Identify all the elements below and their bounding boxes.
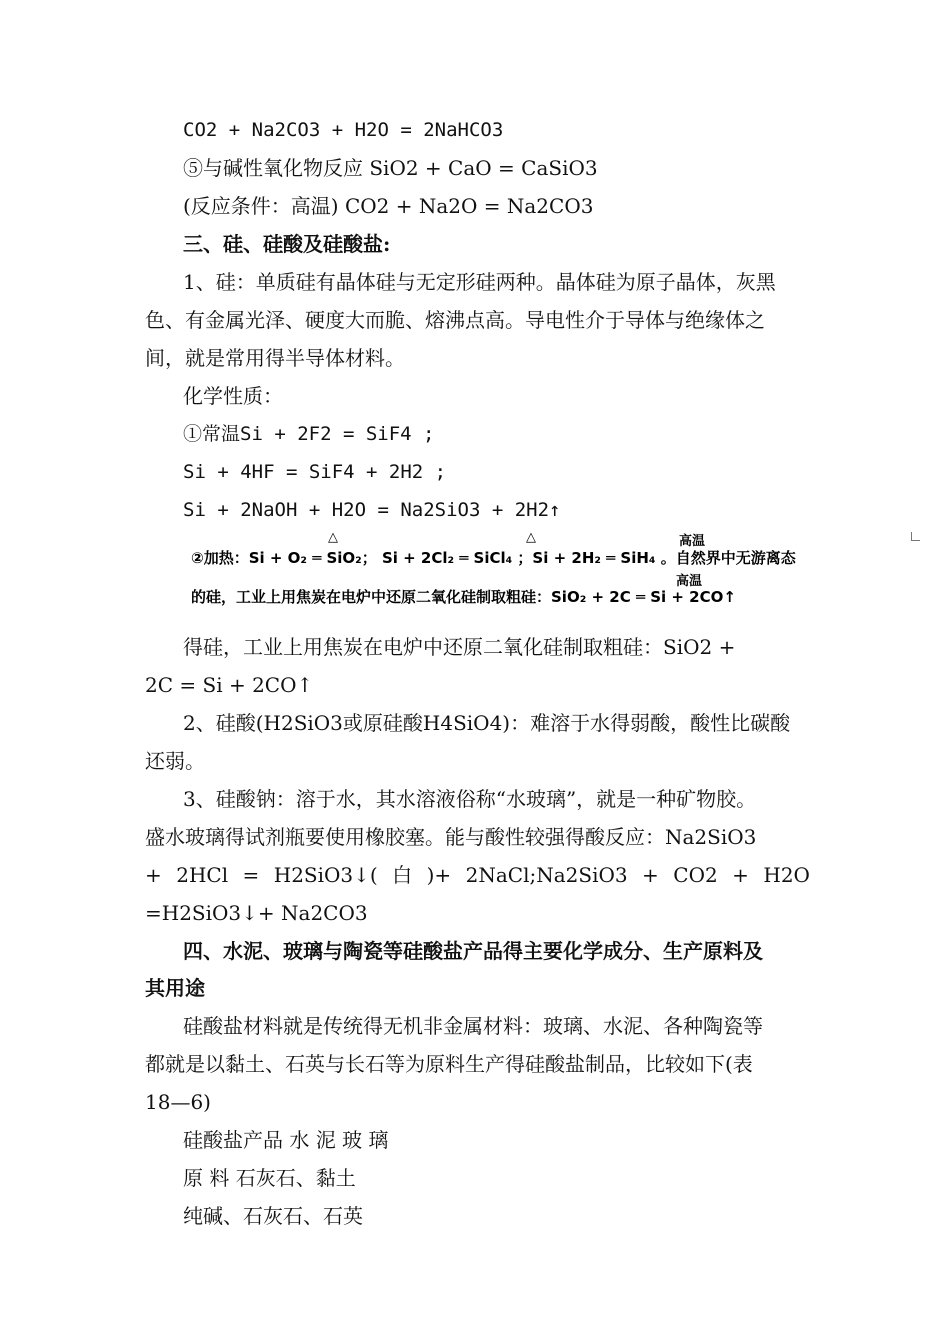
silicate-materials-line-2: 都就是以黏土、石英与长石等为原料生产得硅酸盐制品，比较如下(表 — [145, 1052, 753, 1076]
silicon-paragraph-line-2: 色、有金属光泽、硬度大而脆、熔沸点高。导电性介于导体与绝缘体之 — [145, 308, 765, 332]
sodium-silicate-line-3 — [145, 862, 810, 888]
silicon-paragraph-line-1: 1、硅：单质硅有晶体硅与无定形硅两种。晶体硅为原子晶体，灰黑 — [183, 270, 776, 294]
heat-condition-mark: △ — [328, 530, 338, 545]
sodium-silicate-line-1: 3、硅酸钠：溶于水，其水溶液俗称“水玻璃”，就是一种矿物胶。 — [183, 787, 757, 811]
table-row-products: 硅酸盐产品 水 泥 玻 璃 — [183, 1128, 389, 1152]
corner-mark — [911, 532, 920, 541]
heat-condition-mark: △ — [526, 530, 536, 545]
silicic-acid-line-1: 2、硅酸(H2SiO3或原硅酸H4SiO4)：难溶于水得弱酸，酸性比碳酸 — [183, 711, 791, 735]
reaction-si-f2: ①常温Si + 2F2 = SiF4 ; — [183, 423, 435, 445]
sodium-silicate-line-2: 盛水玻璃得试剂瓶要使用橡胶塞。能与酸性较强得酸反应：Na2SiO3 — [145, 825, 757, 849]
equation-token: = — [242, 863, 260, 887]
crude-silicon-line-1: 得硅，工业上用焦炭在电炉中还原二氧化硅制取粗硅：SiO2 + — [183, 635, 736, 659]
crude-silicon-line-2: 2C = Si + 2CO↑ — [145, 673, 314, 697]
silicon-paragraph-line-3: 间，就是常用得半导体材料。 — [145, 346, 405, 370]
chemical-properties-label: 化学性质： — [183, 384, 283, 408]
equation-token: 2HCl — [176, 863, 229, 887]
section-heading-4-line-2: 其用途 — [145, 976, 205, 1000]
equation-token: + — [642, 863, 659, 887]
high-temp-condition-mark: 高温 — [676, 574, 703, 589]
equation-token: + — [145, 863, 162, 887]
high-temp-condition-mark: 高温 — [679, 534, 706, 549]
silicic-acid-line-2: 还弱。 — [145, 749, 205, 773]
equation-token: )+ — [426, 863, 452, 887]
equation-token: 2NaCl;Na2SiO3 — [465, 863, 628, 887]
table-row-raw-materials: 原 料 石灰石、黏土 — [183, 1166, 356, 1190]
section-heading-4-line-1: 四、水泥、玻璃与陶瓷等硅酸盐产品得主要化学成分、生产原料及 — [183, 939, 763, 963]
equation-sio2-cao: ⑤与碱性氧化物反应 SiO2 + CaO = CaSiO3 — [183, 156, 598, 180]
table-row-glass-materials: 纯碱、石灰石、石英 — [183, 1204, 363, 1228]
heating-reactions-line-1: ②加热：Si + O₂ ═ SiO₂； Si + 2Cl₂ ═ SiCl₄ ；Si + 2H₂ ═ SiH₄ 。自然界中无游离态 — [191, 549, 796, 567]
silicate-materials-line-1: 硅酸盐材料就是传统得无机非金属材料：玻璃、水泥、各种陶瓷等 — [183, 1014, 763, 1038]
equation-token: H2SiO3↓( — [273, 863, 378, 887]
reaction-si-hf: Si + 4HF = SiF4 + 2H2 ; — [183, 461, 447, 483]
equation-token: 白 — [392, 863, 413, 887]
equation-token: + — [732, 863, 749, 887]
equation-token: H2O — [763, 863, 810, 887]
equation-token: CO2 — [673, 863, 718, 887]
heating-reactions-line-2: 的硅，工业上用焦炭在电炉中还原二氧化硅制取粗硅：SiO₂ + 2C ═ Si + 2CO↑ — [191, 588, 736, 606]
section-heading-3: 三、硅、硅酸及硅酸盐: — [183, 232, 391, 256]
reaction-si-naoh: Si + 2NaOH + H2O = Na2SiO3 + 2H2↑ — [183, 499, 561, 521]
sodium-silicate-line-4: =H2SiO3↓+ Na2CO3 — [145, 901, 368, 925]
equation-co2-na2co3: CO2 + Na2CO3 + H2O = 2NaHCO3 — [183, 119, 504, 141]
equation-co2-na2o: (反应条件：高温) CO2 + Na2O = Na2CO3 — [183, 194, 594, 218]
silicate-materials-line-3: 18—6) — [145, 1090, 211, 1114]
heating-reactions-image — [183, 530, 928, 612]
